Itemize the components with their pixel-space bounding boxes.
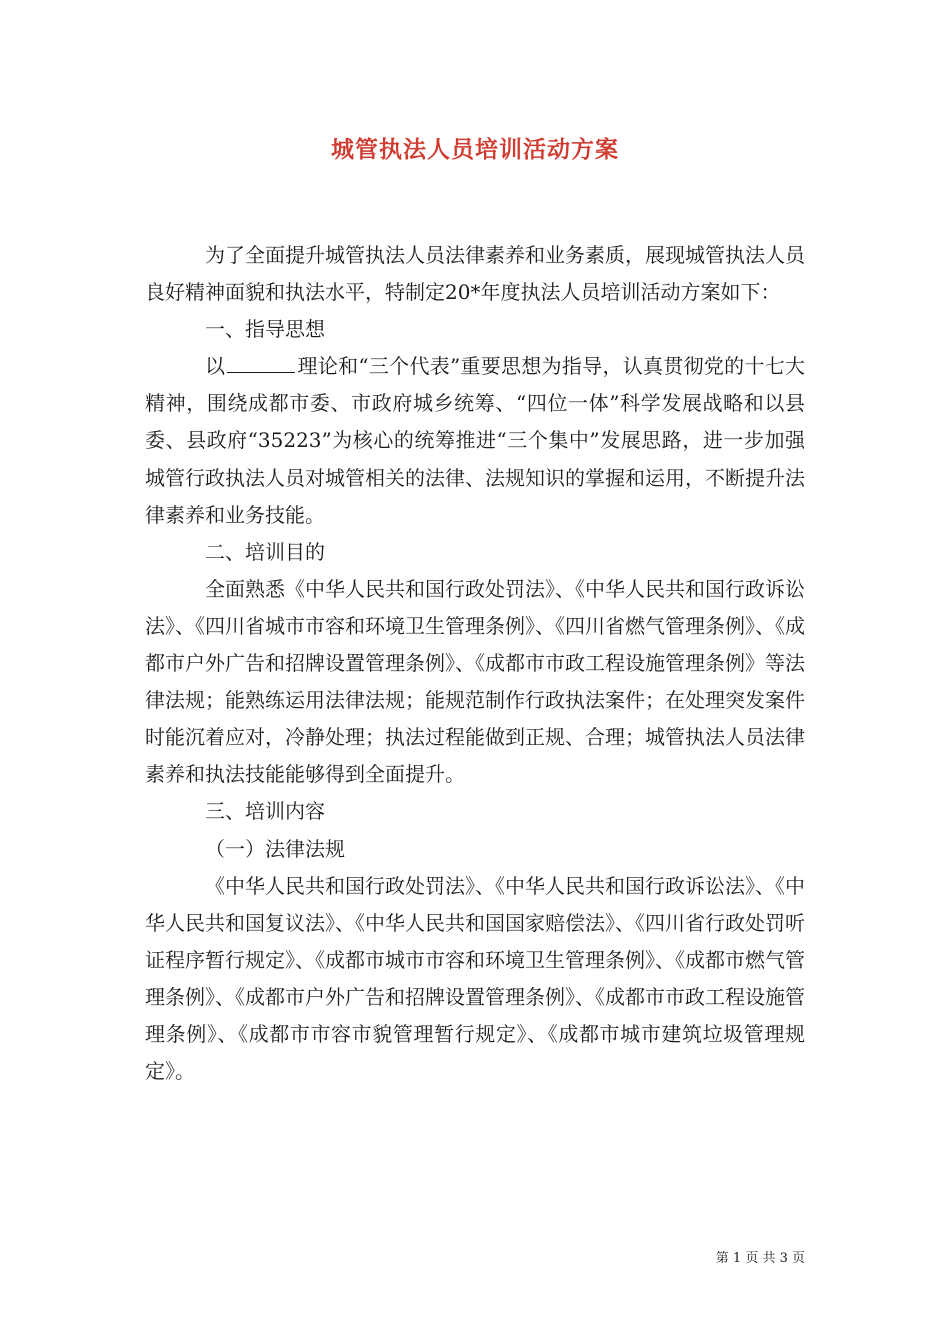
guiding-ideology-text: 理论和“三个代表”重要思想为指导，认真贯彻党的十七大精神，围绕成都市委、市政府城乡统筹、“四位一体”科学发展战略和以县委、县政府“35223”为核心的统筹推进“三个集中”发展思路，进一步加强城管行政执法人员对城管相关的法律、法规知识的掌握和运用，不断提升法律素养和业务技能。 xyxy=(145,354,805,527)
page-number: 第 1 页 共 3 页 xyxy=(715,1251,805,1266)
section-heading-training-purpose: 二、培训目的 xyxy=(205,539,325,564)
subsection-heading-laws: （一）法律法规 xyxy=(205,836,345,861)
training-purpose-paragraph: 全面熟悉《中华人民共和国行政处罚法》、《中华人民共和国行政诉讼法》、《四川省城市市容和环境卫生管理条例》、《四川省燃气管理条例》、《成都市户外广告和招牌设置管理条例》、《成都市市政工程设施管理条例》等法律法规；能熟练运用法律法规；能规范制作行政执法案件；在处理突发案件时能沉着应对，冷静处理；执法过程能做到正规、合理；城管执法人员法律素养和执法技能能够得到全面提升。 xyxy=(145,576,805,787)
blank-underline xyxy=(227,350,295,373)
guiding-ideology-lead: 以 xyxy=(205,354,226,379)
intro-paragraph: 为了全面提升城管执法人员法律素养和业务素质，展现城管执法人员良好精神面貌和执法水平，特制定20*年度执法人员培训活动方案如下： xyxy=(145,243,805,305)
laws-paragraph: 《中华人民共和国行政处罚法》、《中华人民共和国行政诉讼法》、《中华人民共和国复议法》、《中华人民共和国国家赔偿法》、《四川省行政处罚听证程序暂行规定》、《成都市城市市容和环境卫生管理条例》、《成都市燃气管理条例》、《成都市户外广告和招牌设置管理条例》、《成都市市政工程设施管理条例》、《成都市市容市貌管理暂行规定》、《成都市城市建筑垃圾管理规定》。 xyxy=(145,873,805,1084)
document-body xyxy=(145,237,805,1090)
guiding-ideology-paragraph xyxy=(145,348,805,533)
section-heading-guiding-ideology: 一、指导思想 xyxy=(205,317,325,342)
document-title: 城管执法人员培训活动方案 xyxy=(331,136,619,163)
section-heading-training-content: 三、培训内容 xyxy=(205,799,325,824)
